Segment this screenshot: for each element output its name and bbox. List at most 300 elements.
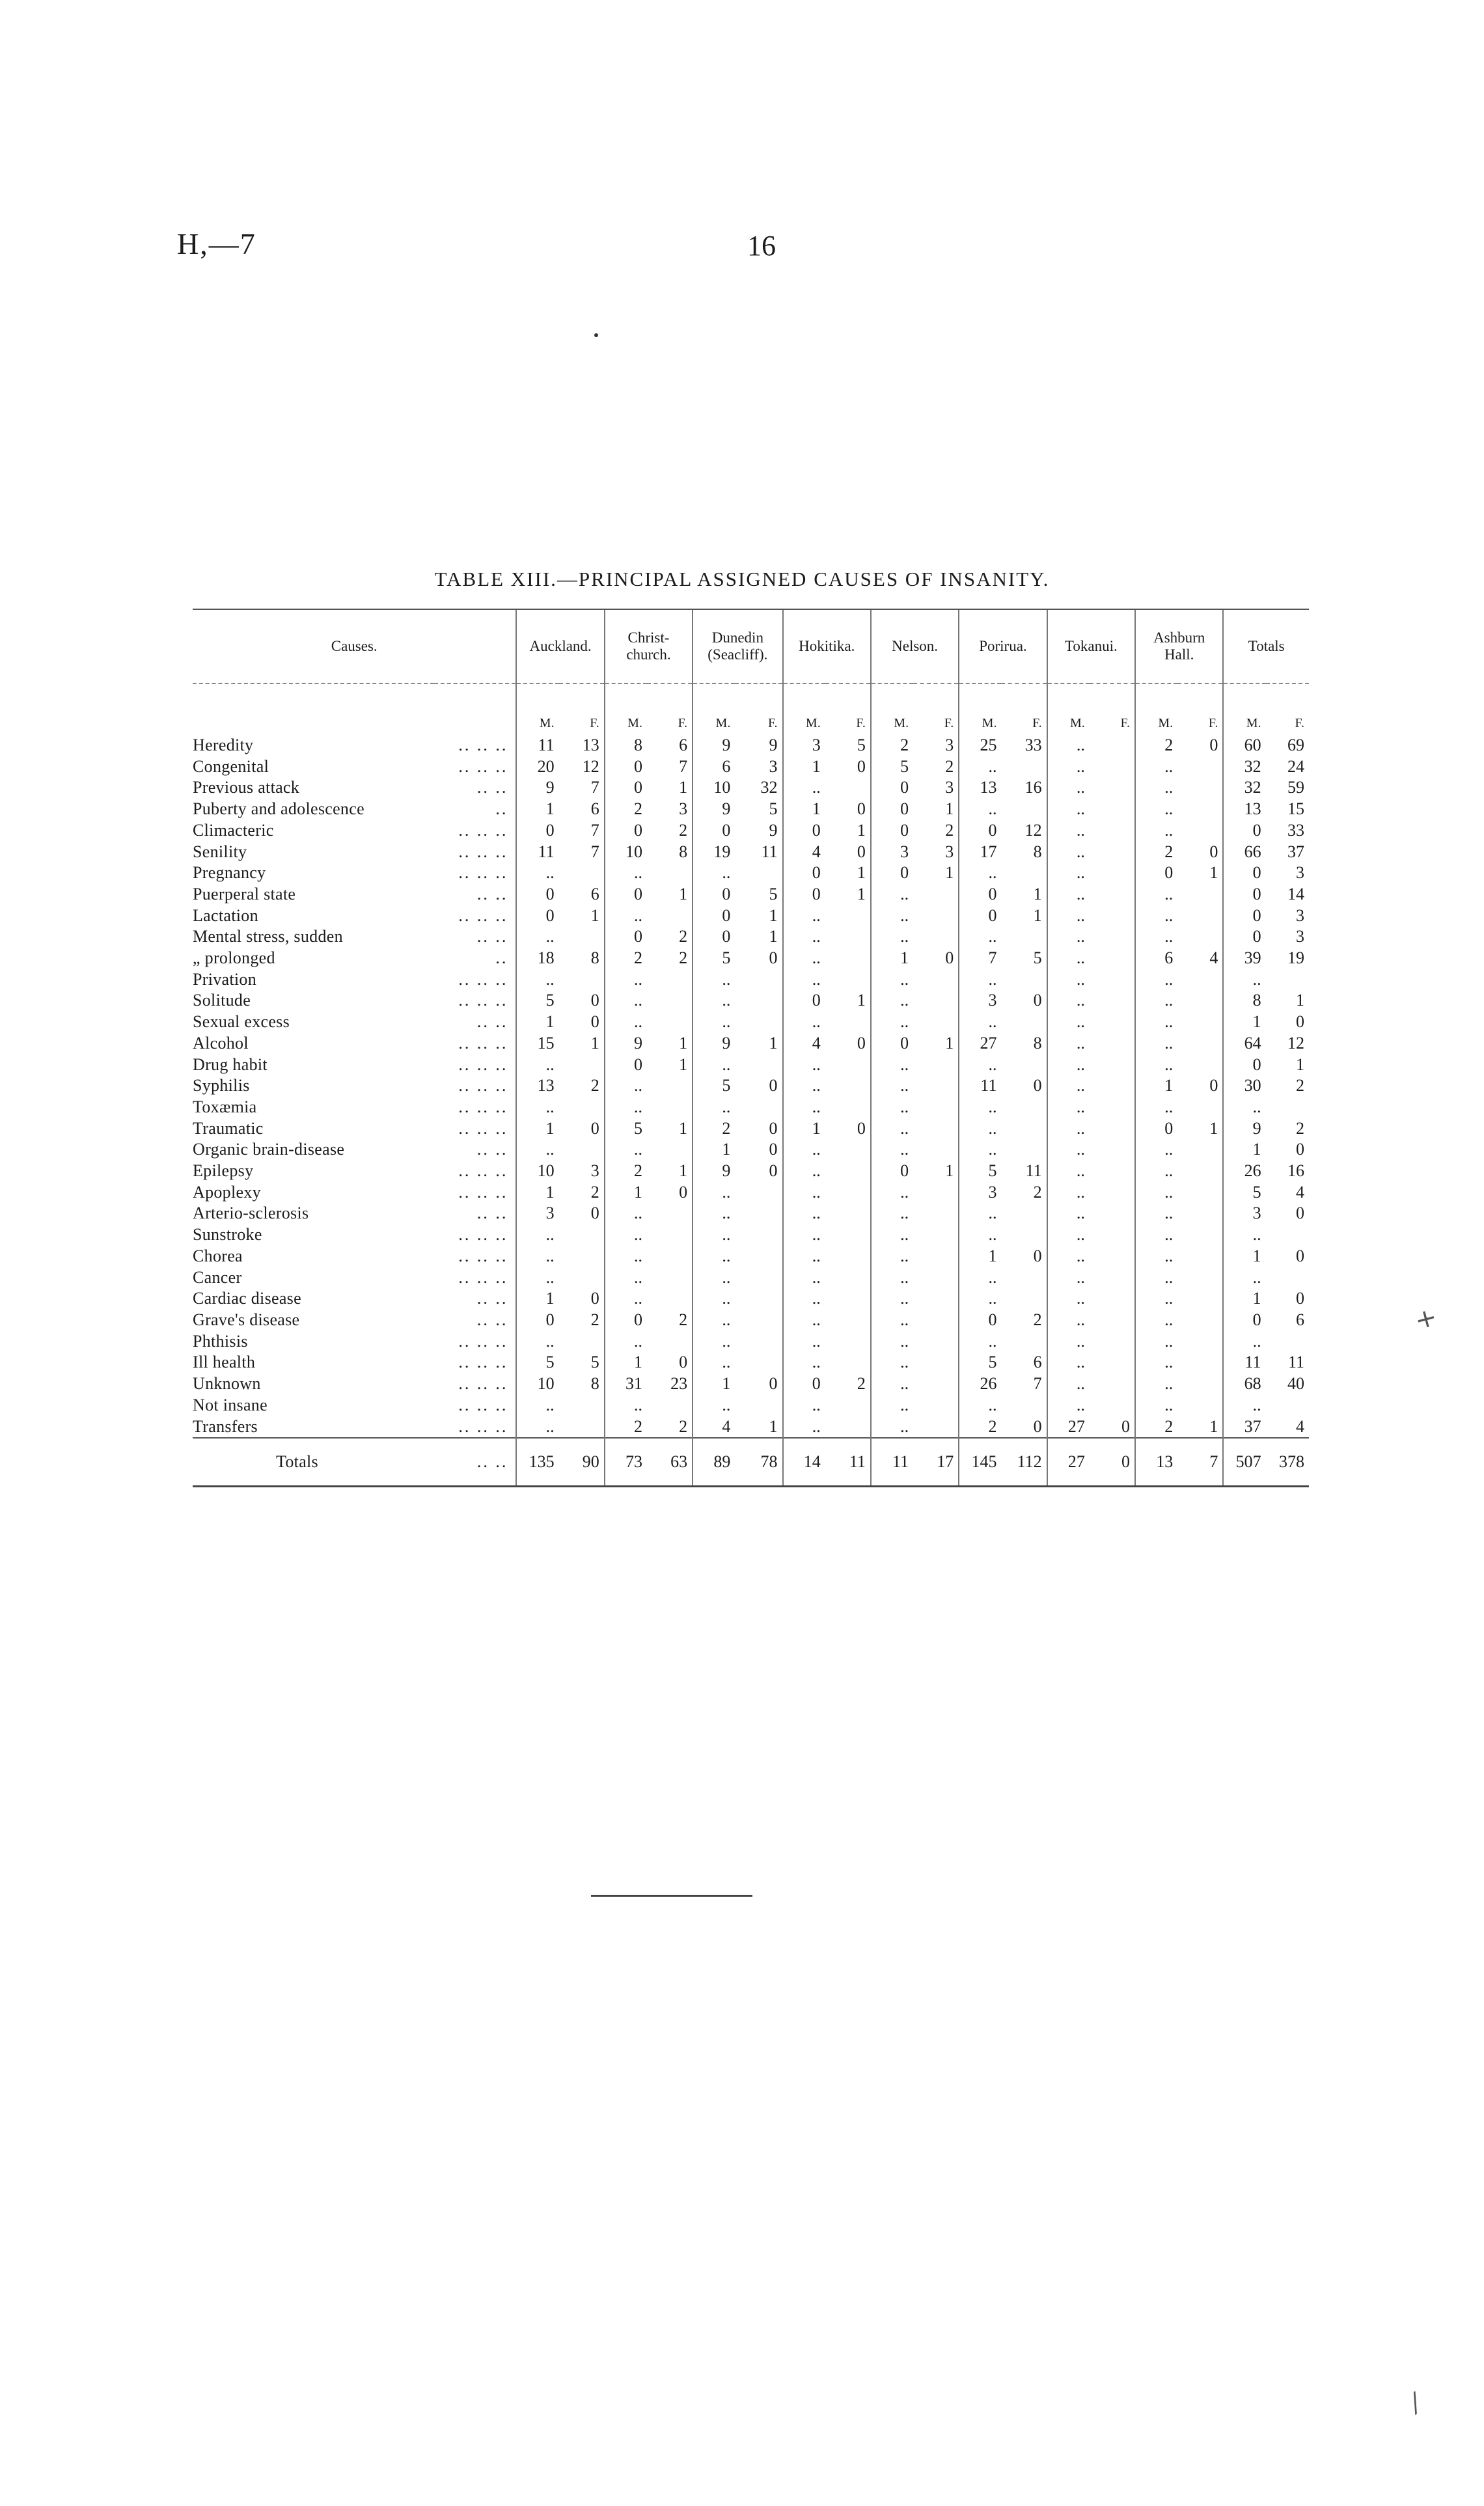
count-cell: 33: [1287, 820, 1304, 840]
dot-leader: .. ..: [476, 927, 508, 946]
count-cell: ..: [783, 1139, 825, 1161]
cause-label: Cancer: [193, 1267, 242, 1287]
count-cell: [1090, 926, 1135, 948]
count-cell: 1: [945, 799, 954, 819]
count-cell: 32: [1223, 777, 1265, 799]
count-cell: 1: [1135, 1075, 1177, 1097]
count-cell: 0: [783, 1373, 825, 1395]
count-cell: ..: [1135, 1331, 1177, 1353]
count-cell: [647, 1246, 693, 1267]
col-header-tokanui: Tokanui.: [1047, 609, 1135, 683]
count-cell: 0: [783, 820, 825, 842]
dot-leader: .. .. ..: [458, 1225, 508, 1245]
count-cell: [1001, 1267, 1047, 1289]
count-cell: [1001, 1012, 1047, 1033]
count-cell: [825, 777, 871, 799]
dot-leader: .. .. ..: [458, 842, 508, 861]
count-cell: [647, 990, 693, 1012]
dot-leader: .. ..: [476, 1140, 508, 1159]
count-cell: 5: [516, 990, 558, 1012]
count-cell: [735, 990, 782, 1012]
count-cell: [1090, 1033, 1135, 1054]
count-cell: [1090, 1267, 1135, 1289]
count-cell: [913, 1373, 959, 1395]
count-cell: 3: [945, 736, 954, 754]
count-cell: 0: [516, 1310, 558, 1331]
count-cell: [913, 1310, 959, 1331]
count-cell: [825, 1161, 871, 1182]
count-cell: 3: [769, 756, 778, 776]
count-cell: 7: [1033, 1374, 1042, 1394]
count-cell: ..: [783, 926, 825, 948]
count-cell: ..: [1135, 1033, 1177, 1054]
count-cell: 1: [516, 1182, 558, 1204]
table-row: [193, 948, 1309, 969]
cause-label: Syphilis: [193, 1076, 250, 1095]
female-subheader: F.: [678, 716, 688, 730]
count-cell: ..: [783, 1203, 825, 1224]
count-cell: 3: [945, 842, 954, 861]
count-cell: ..: [959, 1267, 1001, 1289]
count-cell: [1177, 1224, 1223, 1246]
count-cell: [1177, 820, 1223, 842]
count-cell: ..: [1047, 1395, 1090, 1416]
count-cell: ..: [1047, 842, 1090, 863]
count-cell: ..: [693, 1182, 735, 1204]
dot-leader: .. .. ..: [458, 991, 508, 1010]
count-cell: [1090, 1310, 1135, 1331]
count-cell: ..: [1135, 990, 1177, 1012]
dot-leader: .. .. ..: [458, 1182, 508, 1202]
count-cell: 0: [605, 926, 647, 948]
count-cell: ..: [693, 1054, 735, 1076]
dot-leader: .. .. ..: [458, 1353, 508, 1372]
count-cell: ..: [871, 1288, 913, 1310]
count-cell: 1: [945, 1161, 954, 1181]
count-cell: 0: [679, 1353, 688, 1372]
count-cell: [825, 1224, 871, 1246]
count-cell: [647, 1395, 693, 1416]
count-cell: 1: [945, 1033, 954, 1053]
female-subheader: F.: [590, 716, 599, 730]
total-cell: 90: [559, 1438, 605, 1487]
count-cell: ..: [783, 1054, 825, 1076]
count-cell: [647, 862, 693, 884]
count-cell: ..: [871, 1246, 913, 1267]
count-cell: 1: [1209, 863, 1218, 883]
table-row: [193, 756, 1309, 778]
dot-leader: ..: [495, 948, 508, 968]
table-row: [193, 1395, 1309, 1416]
table-row: [193, 990, 1309, 1012]
count-cell: ..: [1135, 1139, 1177, 1161]
count-cell: [647, 905, 693, 927]
cause-label: Transfers: [193, 1416, 258, 1436]
dot-leader: .. .. ..: [458, 1267, 508, 1287]
margin-mark: ⁄: [1405, 2390, 1427, 2417]
count-cell: [1177, 1033, 1223, 1054]
count-cell: ..: [1135, 1161, 1177, 1182]
count-cell: 14: [1287, 884, 1304, 903]
count-cell: [1090, 1161, 1135, 1182]
count-cell: 13: [516, 1075, 558, 1097]
count-cell: 0: [693, 820, 735, 842]
count-cell: 9: [516, 777, 558, 799]
count-cell: 0: [516, 905, 558, 927]
count-cell: ..: [693, 862, 735, 884]
count-cell: ..: [605, 1224, 647, 1246]
count-cell: [1090, 1373, 1135, 1395]
count-cell: ..: [605, 1331, 647, 1353]
count-cell: [913, 1288, 959, 1310]
count-cell: ..: [783, 1331, 825, 1353]
cause-label: Sunstroke: [193, 1225, 262, 1245]
count-cell: ..: [1135, 820, 1177, 842]
count-cell: [913, 1118, 959, 1140]
count-cell: ..: [605, 862, 647, 884]
count-cell: 11: [1025, 1161, 1042, 1181]
count-cell: 11: [959, 1075, 1001, 1097]
count-cell: [1090, 990, 1135, 1012]
count-cell: 10: [516, 1161, 558, 1182]
count-cell: 5: [871, 756, 913, 778]
count-cell: 6: [679, 736, 688, 754]
count-cell: ..: [693, 1288, 735, 1310]
count-cell: ..: [605, 969, 647, 991]
count-cell: ..: [1135, 1310, 1177, 1331]
count-cell: 1: [693, 1373, 735, 1395]
count-cell: 27: [959, 1033, 1001, 1054]
count-cell: 1: [679, 778, 688, 797]
count-cell: ..: [605, 1288, 647, 1310]
count-cell: ..: [959, 756, 1001, 778]
count-cell: ..: [1047, 1054, 1090, 1076]
count-cell: 15: [1287, 799, 1304, 819]
count-cell: [559, 926, 605, 948]
count-cell: ..: [516, 1246, 558, 1267]
count-cell: 3: [1223, 1203, 1265, 1224]
count-cell: ..: [1135, 799, 1177, 820]
count-cell: 0: [516, 884, 558, 905]
count-cell: 6: [1135, 948, 1177, 969]
count-cell: ..: [605, 905, 647, 927]
table-row: [193, 969, 1309, 991]
count-cell: 7: [679, 756, 688, 776]
count-cell: [825, 1331, 871, 1353]
count-cell: ..: [605, 1012, 647, 1033]
count-cell: 1: [516, 799, 558, 820]
count-cell: 1: [1223, 1012, 1265, 1033]
count-cell: 1: [516, 1012, 558, 1033]
count-cell: ..: [783, 777, 825, 799]
count-cell: [913, 1203, 959, 1224]
count-cell: 0: [679, 1182, 688, 1202]
count-cell: 4: [1296, 1182, 1304, 1202]
count-cell: 2: [679, 927, 688, 946]
count-cell: ..: [1135, 1097, 1177, 1118]
cause-label: Cardiac disease: [193, 1289, 301, 1308]
count-cell: 0: [590, 991, 599, 1010]
count-cell: ..: [693, 1267, 735, 1289]
total-cell: 78: [735, 1438, 782, 1487]
count-cell: ..: [1047, 1203, 1090, 1224]
count-cell: [825, 1395, 871, 1416]
count-cell: [1090, 1075, 1135, 1097]
cause-label: Alcohol: [193, 1033, 249, 1053]
count-cell: 3: [1296, 927, 1304, 946]
count-cell: 9: [693, 799, 735, 820]
count-cell: 15: [516, 1033, 558, 1054]
blank-cell: [193, 683, 434, 735]
count-cell: 0: [1223, 862, 1265, 884]
count-cell: [735, 1288, 782, 1310]
count-cell: 3: [945, 778, 954, 797]
count-cell: [1177, 1288, 1223, 1310]
count-cell: [1177, 1161, 1223, 1182]
count-cell: [1090, 735, 1135, 756]
closing-rule: [591, 1895, 752, 1897]
count-cell: ..: [783, 1267, 825, 1289]
count-cell: [647, 1331, 693, 1353]
count-cell: 1: [679, 1118, 688, 1138]
female-subheader: F.: [1120, 716, 1131, 730]
table-row: [193, 905, 1309, 927]
count-cell: [913, 926, 959, 948]
count-cell: 0: [1033, 991, 1042, 1010]
count-cell: ..: [871, 1310, 913, 1331]
count-cell: [1090, 756, 1135, 778]
count-cell: [825, 1288, 871, 1310]
table-row: [193, 1118, 1309, 1140]
table-row: [193, 820, 1309, 842]
count-cell: [825, 1139, 871, 1161]
count-cell: ..: [605, 1267, 647, 1289]
count-cell: ..: [1047, 1288, 1090, 1310]
count-cell: ..: [871, 1118, 913, 1140]
cause-label: Drug habit: [193, 1054, 268, 1074]
count-cell: ..: [1047, 884, 1090, 905]
count-cell: [1090, 1395, 1135, 1416]
total-cell: 11: [871, 1438, 913, 1487]
count-cell: 1: [769, 1033, 778, 1053]
count-cell: ..: [605, 1075, 647, 1097]
count-cell: 0: [1209, 842, 1218, 861]
table-row: [193, 777, 1309, 799]
count-cell: 3: [590, 1161, 599, 1181]
count-cell: 3: [516, 1203, 558, 1224]
count-cell: ..: [1223, 1224, 1265, 1246]
count-cell: ..: [516, 1224, 558, 1246]
count-cell: 11: [1223, 1352, 1265, 1373]
count-cell: 0: [605, 820, 647, 842]
count-cell: [1177, 1373, 1223, 1395]
header-row: [193, 609, 1309, 683]
count-cell: 19: [1287, 948, 1304, 968]
dot-leader: .. ..: [476, 1289, 508, 1308]
count-cell: ..: [1135, 1352, 1177, 1373]
count-cell: 3: [871, 842, 913, 863]
count-cell: [559, 1416, 605, 1439]
male-subheader: M.: [693, 683, 735, 735]
count-cell: 0: [1223, 820, 1265, 842]
count-cell: ..: [1047, 990, 1090, 1012]
count-cell: ..: [783, 1075, 825, 1097]
count-cell: ..: [871, 1012, 913, 1033]
male-subheader: M.: [783, 683, 825, 735]
cause-label: Apoplexy: [193, 1182, 261, 1202]
count-cell: [913, 884, 959, 905]
count-cell: 1: [769, 927, 778, 946]
count-cell: [1090, 1054, 1135, 1076]
count-cell: 3: [1296, 905, 1304, 925]
total-cell: 0: [1090, 1438, 1135, 1487]
count-cell: 0: [605, 1310, 647, 1331]
count-cell: ..: [1047, 862, 1090, 884]
table-title: TABLE XIII.—PRINCIPAL ASSIGNED CAUSES OF INSANITY.: [434, 568, 1050, 590]
count-cell: 1: [679, 884, 688, 903]
count-cell: 1: [1296, 1054, 1304, 1074]
count-cell: 0: [871, 1161, 913, 1182]
count-cell: [913, 1352, 959, 1373]
count-cell: 1: [783, 799, 825, 820]
dot-leader: .. .. ..: [458, 1246, 508, 1265]
count-cell: [1001, 1288, 1047, 1310]
col-header-christchurch: Christ-church.: [605, 609, 693, 683]
count-cell: 10: [693, 777, 735, 799]
count-cell: 1: [871, 948, 913, 969]
count-cell: ..: [1047, 948, 1090, 969]
count-cell: 2: [959, 1416, 1001, 1439]
count-cell: [825, 1097, 871, 1118]
dot-leader: .. .. ..: [458, 863, 508, 883]
col-header-nelson: Nelson.: [871, 609, 959, 683]
cause-label: Arterio-sclerosis: [193, 1204, 309, 1223]
dot-leader: .. .. ..: [458, 1118, 508, 1138]
count-cell: [735, 862, 782, 884]
count-cell: ..: [1047, 1246, 1090, 1267]
count-cell: 1: [516, 1118, 558, 1140]
count-cell: 0: [769, 1374, 778, 1394]
cause-label: Grave's disease: [193, 1310, 300, 1329]
table-row: [193, 1267, 1309, 1289]
count-cell: [1177, 1097, 1223, 1118]
count-cell: ..: [1135, 884, 1177, 905]
total-cell: 27: [1047, 1438, 1090, 1487]
count-cell: [825, 1203, 871, 1224]
count-cell: 16: [1024, 778, 1042, 797]
count-cell: 66: [1223, 842, 1265, 863]
count-cell: 4: [783, 1033, 825, 1054]
table-row: [193, 1288, 1309, 1310]
count-cell: 0: [959, 820, 1001, 842]
table-row: [193, 1097, 1309, 1118]
count-cell: [647, 1224, 693, 1246]
count-cell: 0: [1296, 1246, 1304, 1265]
count-cell: ..: [1223, 969, 1265, 991]
count-cell: ..: [871, 905, 913, 927]
count-cell: [735, 969, 782, 991]
count-cell: 0: [1296, 1289, 1304, 1308]
cause-label: Organic brain-disease: [193, 1140, 345, 1159]
count-cell: ..: [1135, 1267, 1177, 1289]
count-cell: 0: [857, 1033, 866, 1053]
count-cell: ..: [1135, 1288, 1177, 1310]
total-cell: 11: [825, 1438, 871, 1487]
count-cell: 2: [1135, 735, 1177, 756]
count-cell: ..: [516, 1331, 558, 1353]
count-cell: [735, 1310, 782, 1331]
cause-label: Solitude: [193, 991, 251, 1010]
count-cell: ..: [1135, 777, 1177, 799]
count-cell: ..: [1135, 1224, 1177, 1246]
count-cell: 5: [769, 799, 778, 819]
count-cell: ..: [1047, 1118, 1090, 1140]
dot-leader: ..: [495, 799, 508, 819]
count-cell: ..: [871, 926, 913, 948]
count-cell: [735, 1097, 782, 1118]
table-row: [193, 1139, 1309, 1161]
count-cell: 8: [1223, 990, 1265, 1012]
count-cell: 1: [516, 1288, 558, 1310]
count-cell: [559, 969, 605, 991]
count-cell: [559, 1331, 605, 1353]
cause-label: Puerperal state: [193, 884, 296, 903]
count-cell: 2: [590, 1310, 599, 1329]
count-cell: ..: [959, 1395, 1001, 1416]
table-row: [193, 1075, 1309, 1097]
count-cell: [825, 1054, 871, 1076]
count-cell: [1001, 926, 1047, 948]
count-cell: [1177, 1352, 1223, 1373]
count-cell: 4: [693, 1416, 735, 1439]
count-cell: [1090, 1139, 1135, 1161]
count-cell: 1: [1296, 991, 1304, 1010]
count-cell: ..: [605, 990, 647, 1012]
male-subheader: M.: [605, 683, 647, 735]
count-cell: 0: [1223, 905, 1265, 927]
count-cell: ..: [959, 1054, 1001, 1076]
count-cell: 2: [679, 948, 688, 968]
count-cell: [825, 1352, 871, 1373]
count-cell: ..: [783, 948, 825, 969]
male-subheader: M.: [871, 683, 913, 735]
count-cell: 0: [1033, 1076, 1042, 1095]
count-cell: 0: [1033, 1416, 1042, 1436]
count-cell: 5: [693, 948, 735, 969]
count-cell: 9: [693, 1161, 735, 1182]
count-cell: 5: [605, 1118, 647, 1140]
count-cell: [1090, 1246, 1135, 1267]
dot-leader: .. .. ..: [458, 1054, 508, 1074]
count-cell: 12: [1024, 820, 1042, 840]
count-cell: 0: [590, 1204, 599, 1223]
count-cell: ..: [516, 1416, 558, 1439]
count-cell: 5: [1033, 948, 1042, 968]
table-row: [193, 884, 1309, 905]
count-cell: [1090, 1224, 1135, 1246]
count-cell: 0: [959, 905, 1001, 927]
table-row: [193, 1352, 1309, 1373]
count-cell: [1090, 1288, 1135, 1310]
count-cell: 11: [516, 735, 558, 756]
count-cell: ..: [1047, 1331, 1090, 1353]
count-cell: 0: [590, 1118, 599, 1138]
count-cell: [1001, 1331, 1047, 1353]
count-cell: ..: [871, 1182, 913, 1204]
male-subheader: M.: [1047, 683, 1090, 735]
count-cell: 2: [1135, 842, 1177, 863]
col-header-auckland: Auckland.: [516, 609, 604, 683]
